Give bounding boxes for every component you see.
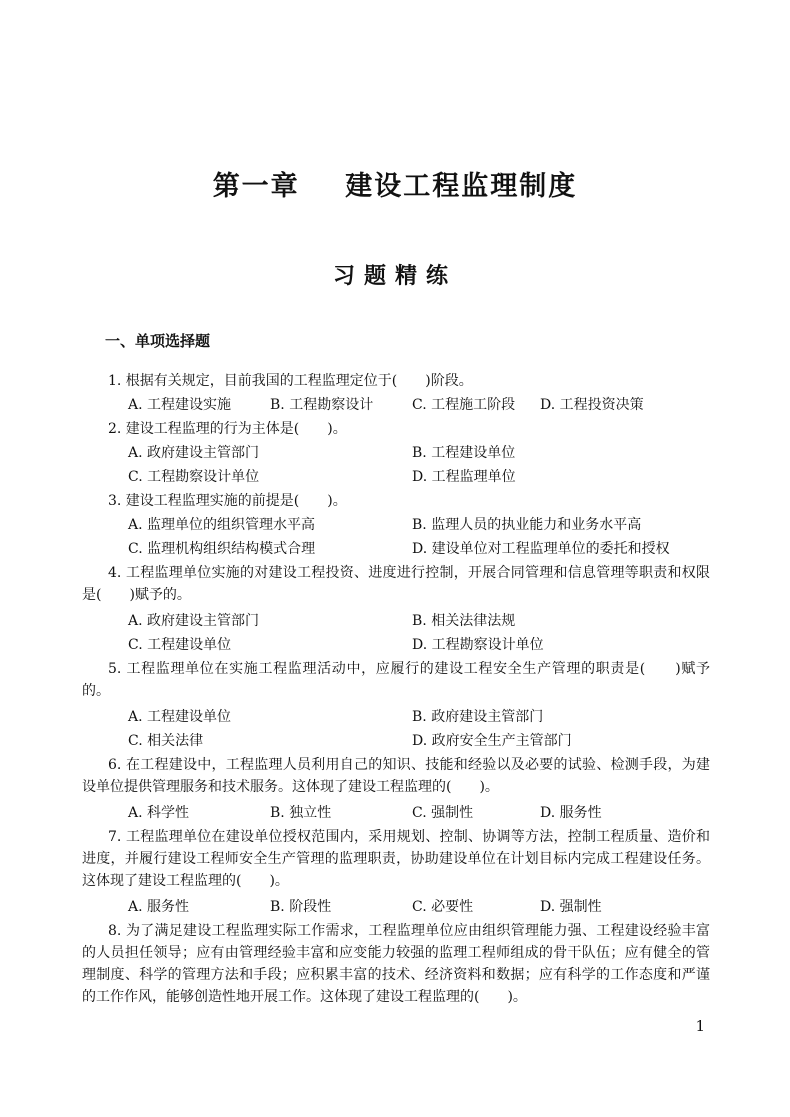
option-b: B. 独立性 [270,805,332,821]
option-b: B. 政府建设主管部门 [412,709,544,725]
option-d: D. 服务性 [540,805,602,821]
option-c: C. 强制性 [412,805,474,821]
question-stem: 4. 工程监理单位实施的对建设工程投资、进度进行控制，开展合同管理和信息管理等职责和权限是( )赋予的。 [82,565,710,603]
option-c: C. 工程建设单位 [128,637,232,653]
option-a: A. 工程建设单位 [128,709,232,725]
page-number: 1 [695,1017,705,1035]
option-a: A. 政府建设主管部门 [128,613,260,629]
option-d: D. 建设单位对工程监理单位的委托和授权 [412,541,670,557]
question-stem: 7. 工程监理单位在建设单位授权范围内，采用规划、控制、协调等方法，控制工程质量、造价和进度，并履行建设工程师安全生产管理的监理职责，协助建设单位在计划目标内完成工程建设任务。这体现了建设工程监理的( )。 [82,829,710,889]
option-c: C. 工程施工阶段 [412,397,516,413]
option-c: C. 必要性 [412,899,474,915]
option-c: C. 相关法律 [128,733,204,749]
option-c: C. 监理机构组织结构模式合理 [128,541,316,557]
option-a: A. 服务性 [128,899,190,915]
option-a: A. 工程建设实施 [128,397,232,413]
question-stem: 5. 工程监理单位在实施工程监理活动中，应履行的建设工程安全生产管理的职责是( )赋予的。 [82,661,710,699]
section-title: 习题精练 [332,264,457,289]
part-heading: 一、单项选择题 [105,332,211,350]
option-a: A. 政府建设主管部门 [128,445,260,461]
question-stem: 1. 根据有关规定，目前我国的工程监理定位于( )阶段。 [108,373,473,389]
option-a: A. 科学性 [128,805,190,821]
chapter-title: 第一章 建设工程监理制度 [212,171,578,202]
question-stem: 8. 为了满足建设工程监理实际工作需求，工程监理单位应由组织管理能力强、工程建设经验丰富的人员担任领导；应有由管理经验丰富和应变能力较强的监理工程师组成的骨干队伍；应有健全的管理制度、科学的管理方法和手段；应积累丰富的技术、经济资料和数据；应有科学的工作态度和严谨的工作作风，能够创造性地开展工作。这体现了建设工程监理的( )。 [82,923,710,1005]
option-d: D. 工程勘察设计单位 [412,637,544,653]
option-d: D. 工程投资决策 [540,397,644,413]
question-stem: 6. 在工程建设中，工程监理人员利用自己的知识、技能和经验以及必要的试验、检测手段，为建设单位提供管理服务和技术服务。这体现了建设工程监理的( )。 [82,757,710,795]
question-stem: 2. 建设工程监理的行为主体是( )。 [108,421,347,437]
option-d: D. 政府安全生产主管部门 [412,733,572,749]
option-b: B. 阶段性 [270,899,332,915]
option-d: D. 工程监理单位 [412,469,516,485]
option-b: B. 监理人员的执业能力和业务水平高 [412,517,642,533]
option-a: A. 监理单位的组织管理水平高 [128,517,316,533]
option-b: B. 相关法律法规 [412,613,516,629]
option-d: D. 强制性 [540,899,602,915]
option-c: C. 工程勘察设计单位 [128,469,260,485]
question-stem: 3. 建设工程监理实施的前提是( )。 [108,493,347,509]
option-b: B. 工程建设单位 [412,445,516,461]
option-b: B. 工程勘察设计 [270,397,374,413]
